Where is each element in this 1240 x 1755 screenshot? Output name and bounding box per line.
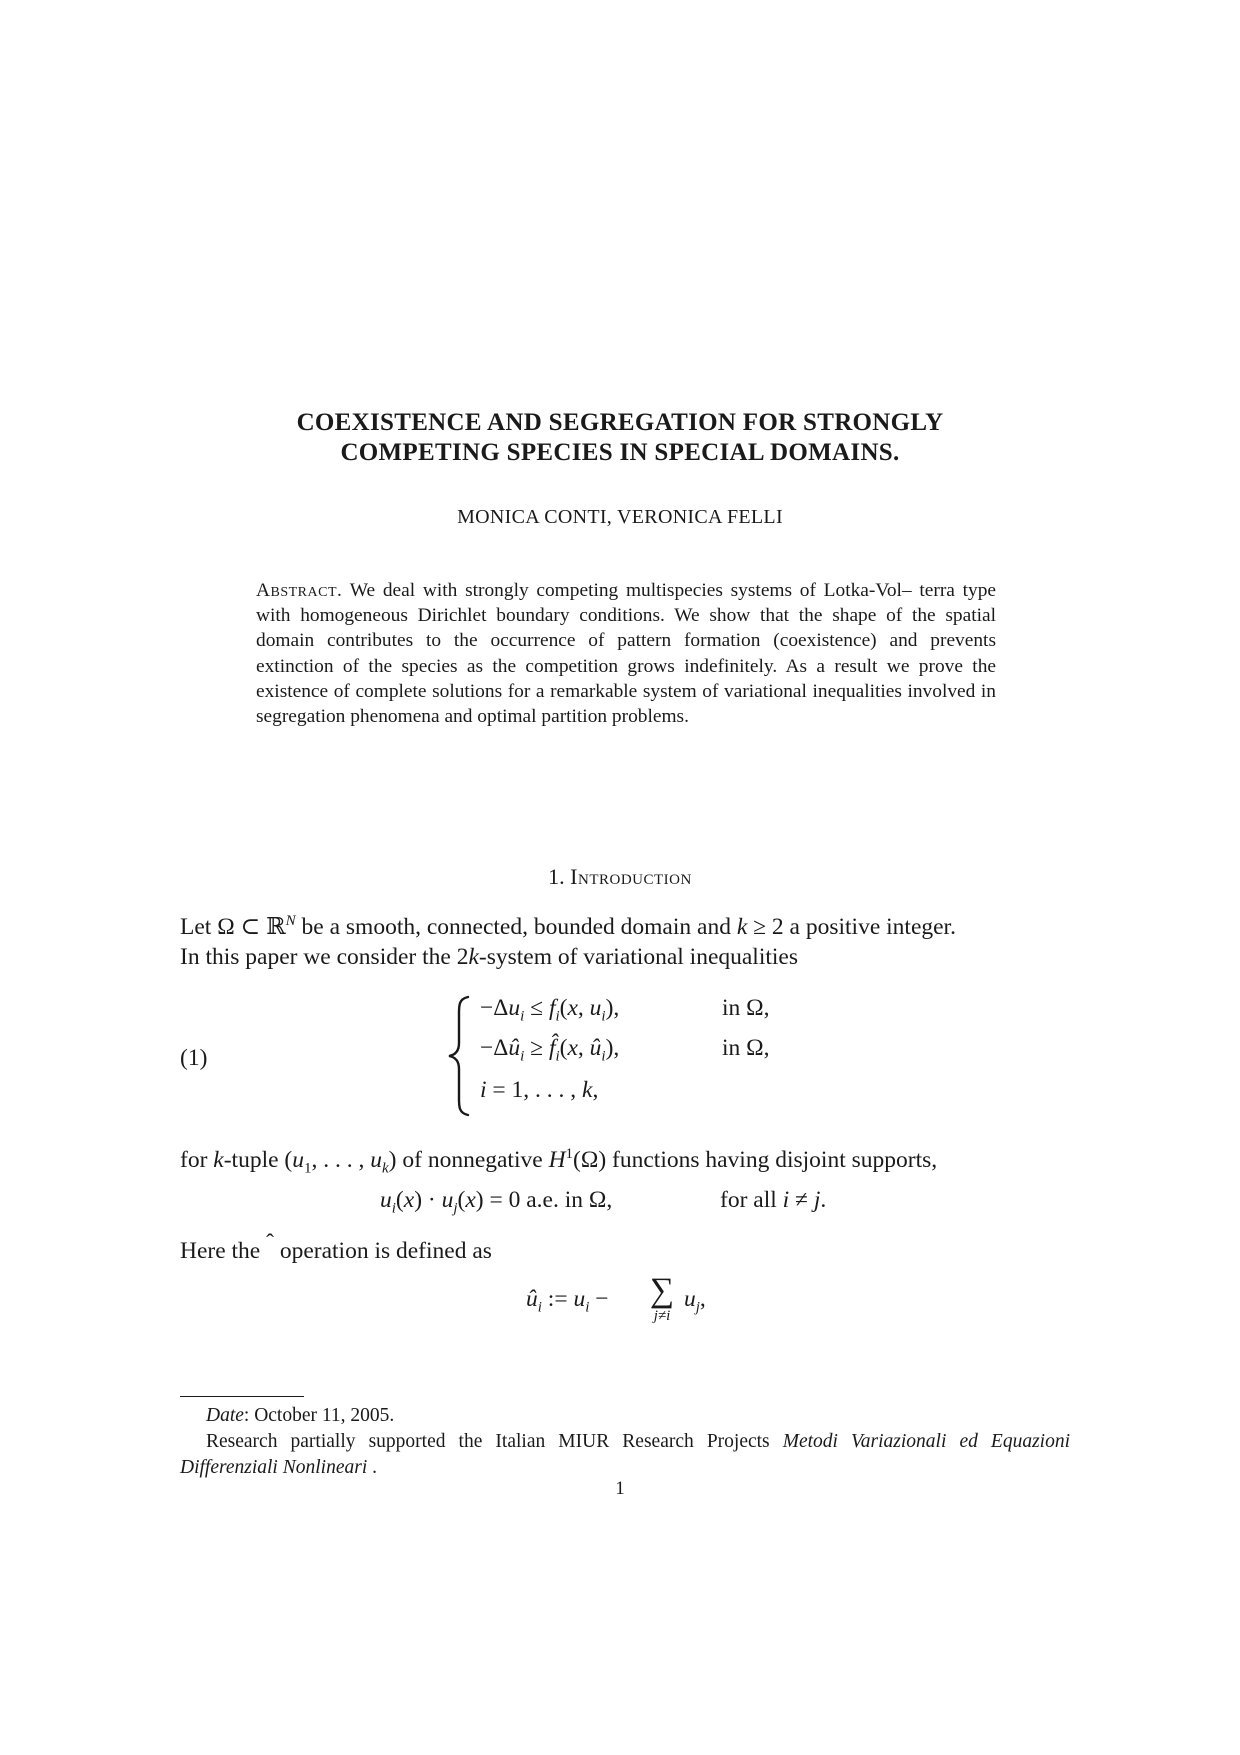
intro-paragraph-2: for k-tuple ($u_1$, . . . , $u_k$) of nonnegative $H^1(\Omega)$ functions having disjoint supports, — [180, 1146, 938, 1177]
hat-symbol: ˆ — [266, 1230, 274, 1256]
authors: MONICA CONTI, VERONICA FELLI — [457, 506, 783, 528]
footnote-date: Date: October 11, 2005. — [206, 1405, 395, 1426]
math-2k: 2k — [456, 943, 479, 970]
abstract-label: Abstract. — [256, 580, 343, 601]
system-row-1: $-\Delta u_i \le f_i(x$, $u_i$), — [480, 995, 620, 1025]
intro-line-2: In this paper we consider the 2k-system of variational inequalities — [180, 943, 798, 970]
sigma-symbol: ∑ — [649, 1272, 675, 1309]
sum-index: j≠i — [653, 1308, 671, 1324]
summation — [642, 1274, 682, 1325]
section-title: Introduction — [570, 864, 692, 889]
hat-definition-tail: $u_j$, — [684, 1286, 706, 1316]
disjoint-support-equation: $u_i(x) \cdot u_j(x) = 0$ a.e. in Ω, — [380, 1187, 613, 1217]
math-domain: Ω ⊂ ℝ$^N$ — [217, 913, 296, 940]
page-number: 1 — [615, 1478, 625, 1499]
system-brace — [446, 993, 472, 1124]
system-row-1-domain: in Ω, — [722, 995, 770, 1021]
equation-number: (1) — [180, 1045, 208, 1071]
abstract-text: We deal with strongly competing multispecies systems of Lotka-Vol– terra type with homogeneous Dirichlet boundary conditions. We show that the shape of the spatial domain contributes to the occurrence of pattern formation (coexistence) and prevents extinction of the species as the competition grows indefinitely. As a result we prove the existence of complete solutions for a remarkable system of variational inequalities involved in segregation phenomena and optimal partition problems. — [256, 580, 997, 728]
footnote-rule — [180, 1396, 304, 1397]
system-row-2-domain: in Ω, — [722, 1035, 770, 1061]
title-line-2: COMPETING SPECIES IN SPECIAL DOMAINS. — [340, 439, 900, 466]
footnote-research: Research partially supported the Italian MIUR Research Projects Metodi Variazionali ed Equazioni Differenziali Nonlineari . — [180, 1431, 1071, 1478]
abstract — [256, 578, 996, 729]
system-row-3: i = 1, . . . , k, — [480, 1077, 599, 1103]
intro-paragraph-1 — [180, 906, 1070, 972]
system-row-2: $-\Delta û_i$ ≥ $f̂_i(x$, $û_i$), — [480, 1035, 620, 1065]
title-line-1: COEXISTENCE AND SEGREGATION FOR STRONGLY — [296, 409, 944, 436]
section-number: 1. — [548, 864, 565, 889]
intro-paragraph-3: Here the ˆ operation is defined as — [180, 1230, 492, 1264]
hat-definition-equation: $û_i$ := $u_i$ − — [526, 1286, 609, 1316]
math-k-ge-2: k ≥ 2 — [736, 913, 784, 940]
paper-title — [200, 408, 1040, 468]
intro-line-1: Let Ω ⊂ ℝ$^N$ be a smooth, connected, bounded domain and k ≥ 2 a positive integer. — [180, 913, 956, 940]
disjoint-support-condition: for all i ≠ j. — [720, 1187, 827, 1213]
math-h1: $H^1(\Omega)$ — [548, 1146, 607, 1173]
math-k-tuple: ($u_1$, . . . , $u_k$) — [284, 1146, 397, 1177]
section-heading — [200, 864, 1040, 890]
